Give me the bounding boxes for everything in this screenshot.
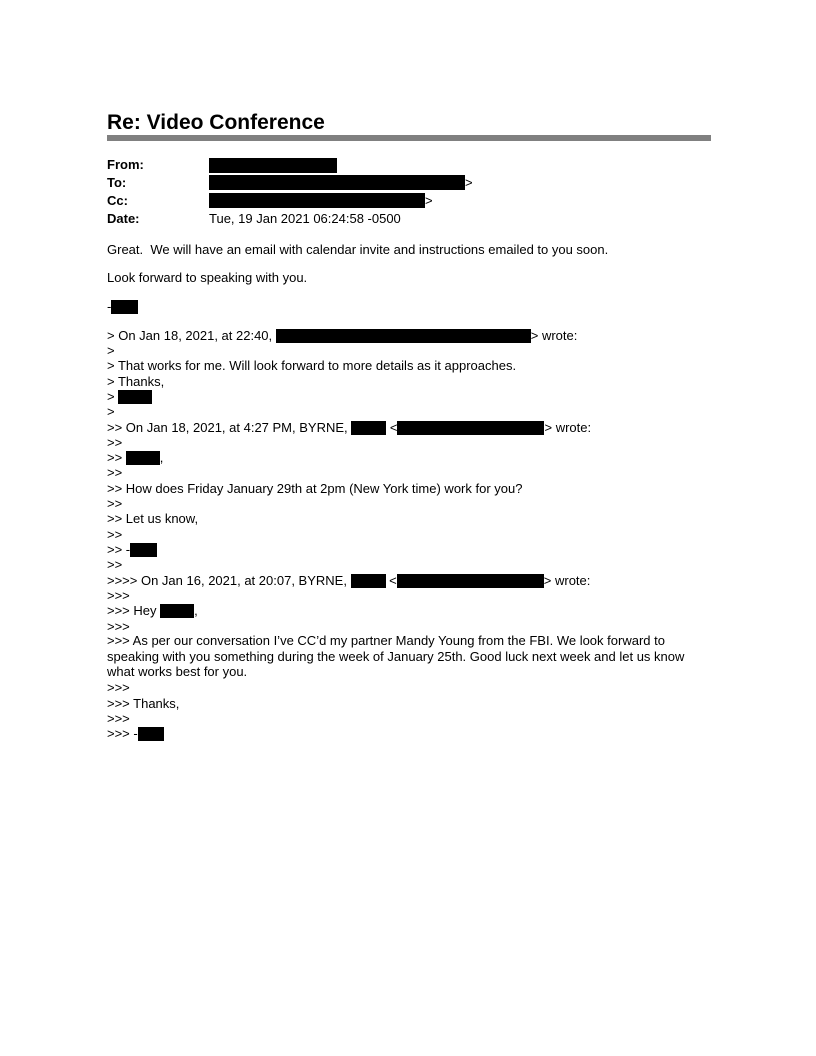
quote-line: >> [107, 465, 123, 480]
redaction-box [118, 390, 152, 404]
quote-line: >> How does Friday January 29th at 2pm (New York time) work for you? [107, 481, 523, 496]
redaction-box [397, 421, 544, 435]
quote-text: , [194, 603, 198, 618]
cc-value [209, 192, 433, 210]
quote-line [107, 327, 577, 344]
redaction-box [160, 604, 194, 618]
quote-text: >> - [107, 542, 131, 557]
redaction-box [276, 329, 531, 343]
quote-line: >> [107, 496, 123, 511]
to-suffix: > [465, 175, 473, 190]
cc-suffix: > [425, 193, 433, 208]
quote-text: , [159, 450, 164, 465]
date-value: Tue, 19 Jan 2021 06:24:58 -0500 [209, 211, 401, 226]
quote-line: > Thanks, [107, 374, 165, 389]
quote-paragraph: >>> As per our conversation I’ve CC’d my partner Mandy Young from the FBI. We look forward to speaking with you something during the week of January 25th. Good luck next week and let us know what works best for you. [107, 633, 685, 679]
quote-line: >>> [107, 711, 130, 726]
redaction-box [209, 175, 465, 190]
quote-text: > wrote: [544, 420, 592, 435]
quote-line: >>> [107, 680, 130, 695]
quote-text: >>>> On Jan 16, 2021, at 20:07, BYRNE, [107, 573, 351, 588]
quote-text: < [386, 420, 398, 435]
body-paragraph: Look forward to speaking with you. [107, 270, 308, 285]
quote-line [107, 602, 198, 619]
redaction-box [209, 193, 425, 208]
redaction-box [111, 300, 138, 314]
quote-text: > wrote: [543, 573, 591, 588]
quote-text: > On Jan 18, 2021, at 22:40, [107, 328, 276, 343]
quote-line: >> [107, 557, 123, 572]
to-label: To: [107, 175, 127, 190]
sig-prefix: - [107, 299, 112, 314]
quote-text: < [385, 573, 397, 588]
date-label: Date: [107, 211, 140, 226]
redaction-box [209, 158, 337, 173]
quote-text: >>> - [107, 726, 138, 741]
quote-text: > wrote: [530, 328, 578, 343]
quote-line: >> [107, 527, 123, 542]
from-value [209, 156, 337, 174]
quote-text: >>> Hey [107, 603, 161, 618]
quote-line: > [107, 404, 115, 419]
quote-line: > That works for me. Will look forward to more details as it approaches. [107, 358, 517, 373]
redaction-box [138, 727, 164, 741]
quote-line: >> [107, 435, 123, 450]
quote-line: >>> Thanks, [107, 696, 180, 711]
quote-line: >>> [107, 619, 130, 634]
quote-line [107, 725, 164, 742]
redaction-box [130, 543, 157, 557]
redaction-box [351, 421, 386, 435]
redaction-box [126, 451, 160, 465]
quote-line: > [107, 343, 115, 358]
body-paragraph: Great. We will have an email with calendar invite and instructions emailed to you soon. [107, 242, 609, 257]
from-label: From: [107, 157, 144, 172]
quote-text: >> On Jan 18, 2021, at 4:27 PM, BYRNE, [107, 420, 352, 435]
cc-label: Cc: [107, 193, 128, 208]
quote-line [107, 572, 590, 589]
signature-line [107, 298, 138, 315]
quote-line: >> Let us know, [107, 511, 199, 526]
quote-text: > [107, 389, 119, 404]
quote-text: >> [107, 450, 126, 465]
title-divider [107, 135, 711, 141]
to-value [209, 174, 473, 192]
email-subject-title: Re: Video Conference [107, 111, 325, 134]
redaction-box [397, 574, 544, 588]
quote-line [107, 419, 591, 436]
quote-line: >>> [107, 588, 130, 603]
redaction-box [351, 574, 386, 588]
